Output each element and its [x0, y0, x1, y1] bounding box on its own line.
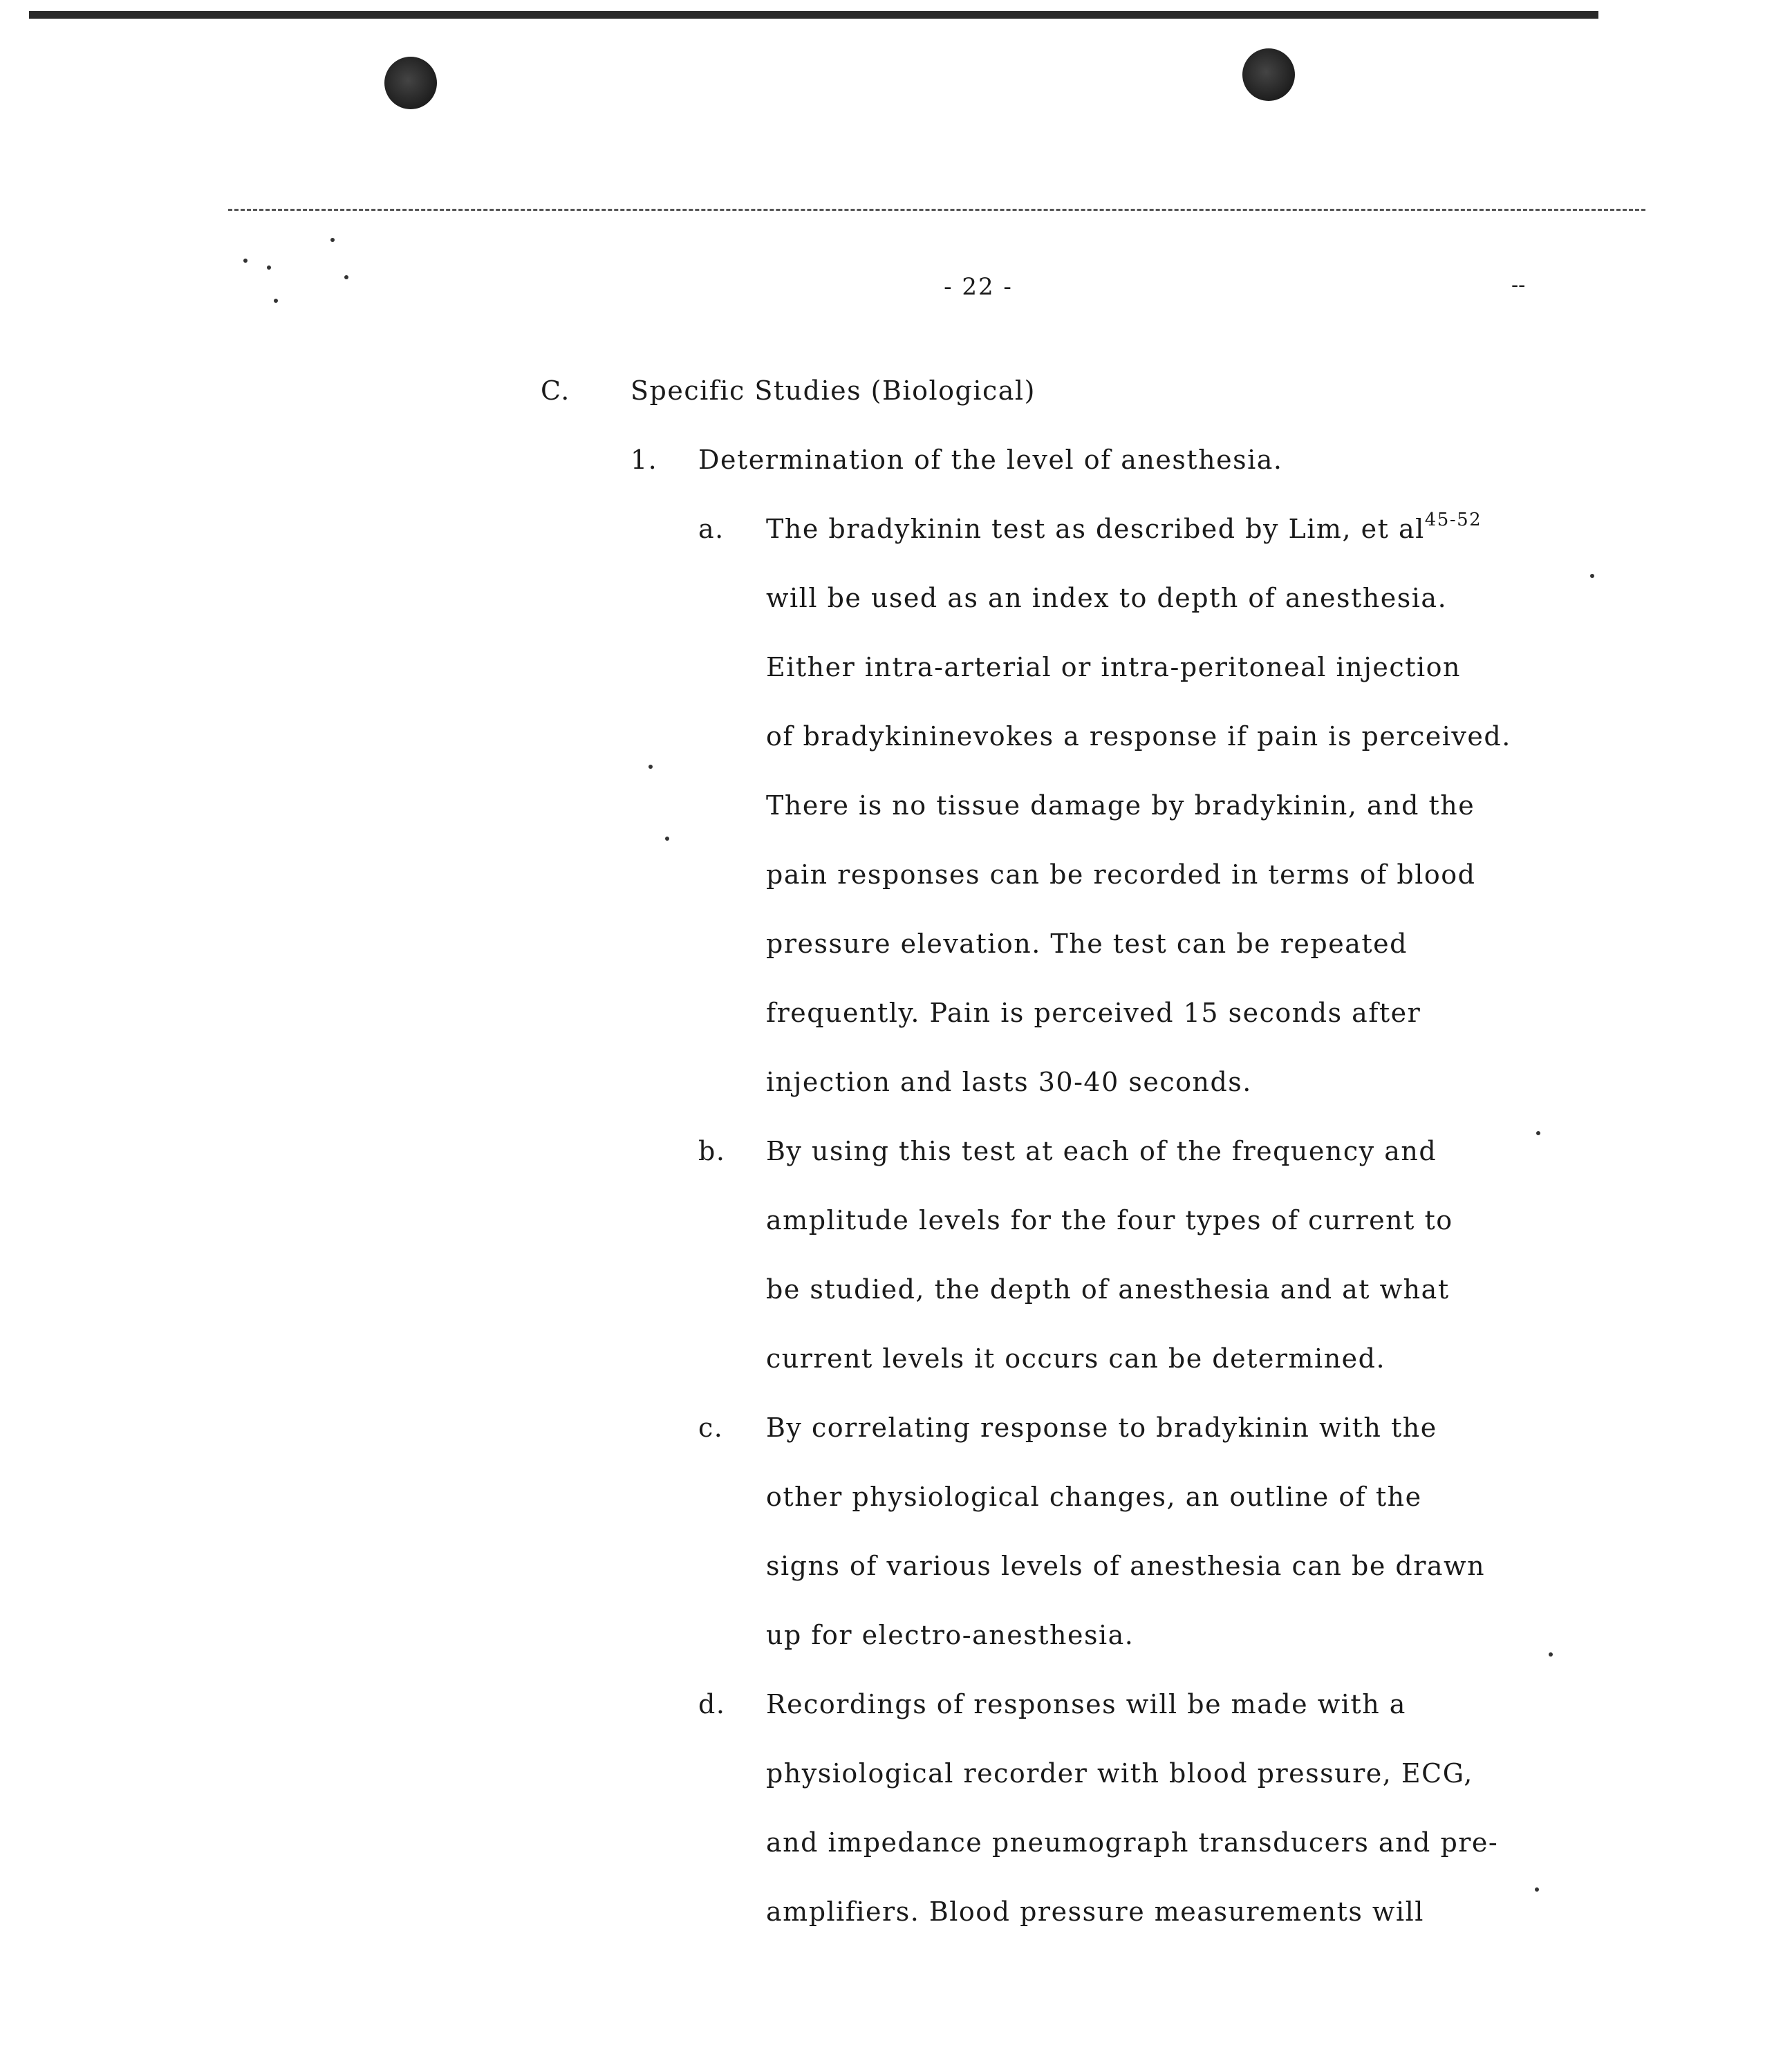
item-label-b: b.: [698, 1136, 726, 1166]
item-c-line: signs of various levels of anesthesia can be drawn: [766, 1551, 1486, 1581]
scan-speck: [665, 837, 669, 841]
item-a-line: of bradykininevokes a response if pain is perceived.: [766, 721, 1511, 752]
scan-speck: [1590, 574, 1594, 578]
item-c-line: up for electro-anesthesia.: [766, 1620, 1135, 1650]
item-b-line: current levels it occurs can be determined.: [766, 1343, 1386, 1374]
header-dashed-rule: [228, 209, 1645, 211]
corner-mark: --: [1511, 273, 1526, 297]
scan-speck: [1535, 1887, 1539, 1892]
subsection-label: 1.: [631, 445, 658, 475]
citation-superscript: 45-52: [1424, 510, 1482, 531]
section-title: Specific Studies (Biological): [631, 375, 1036, 406]
item-a-line: pain responses can be recorded in terms of blood: [766, 859, 1476, 890]
item-label-d: d.: [698, 1689, 726, 1719]
item-d-line: physiological recorder with blood pressure, ECG,: [766, 1758, 1473, 1789]
item-label-c: c.: [698, 1412, 724, 1443]
scan-speck: [267, 265, 271, 270]
item-a-line: will be used as an index to depth of anesthesia.: [766, 583, 1448, 613]
punch-hole-right: [1242, 48, 1295, 101]
item-a-line: There is no tissue damage by bradykinin, and the: [766, 790, 1475, 821]
scan-speck: [1536, 1131, 1540, 1135]
scan-speck: [243, 259, 248, 263]
subsection-title: Determination of the level of anesthesia.: [698, 445, 1283, 475]
item-d-line: and impedance pneumograph transducers and pre-: [766, 1827, 1499, 1858]
page-number: - 22 -: [944, 273, 1013, 301]
item-a-line: injection and lasts 30-40 seconds.: [766, 1067, 1252, 1097]
scan-speck: [330, 238, 335, 242]
item-a-line: The bradykinin test as described by Lim, et $al^{45-52}$: [766, 510, 1482, 544]
scan-speck: [1549, 1652, 1553, 1657]
item-c-line: other physiological changes, an outline of the: [766, 1482, 1422, 1512]
scan-speck: [274, 299, 278, 303]
item-label-a: a.: [698, 514, 725, 544]
scan-speck: [344, 275, 348, 279]
scan-speck: [648, 765, 653, 769]
punch-hole-left: [384, 57, 437, 109]
item-a-line: Either intra-arterial or intra-peritoneal injection: [766, 652, 1461, 682]
item-b-line: amplitude levels for the four types of current to: [766, 1205, 1453, 1235]
scan-top-bar: [29, 11, 1598, 19]
item-c-line: By correlating response to bradykinin with the: [766, 1412, 1437, 1443]
item-b-line: By using this test at each of the frequency and: [766, 1136, 1437, 1166]
item-d-line: Recordings of responses will be made with a: [766, 1689, 1406, 1719]
section-label: C.: [541, 375, 570, 406]
item-a-line: pressure elevation. The test can be repeated: [766, 929, 1408, 959]
item-a-line: frequently. Pain is perceived 15 seconds after: [766, 998, 1421, 1028]
item-d-line: amplifiers. Blood pressure measurements will: [766, 1896, 1424, 1927]
item-b-line: be studied, the depth of anesthesia and at what: [766, 1274, 1450, 1305]
